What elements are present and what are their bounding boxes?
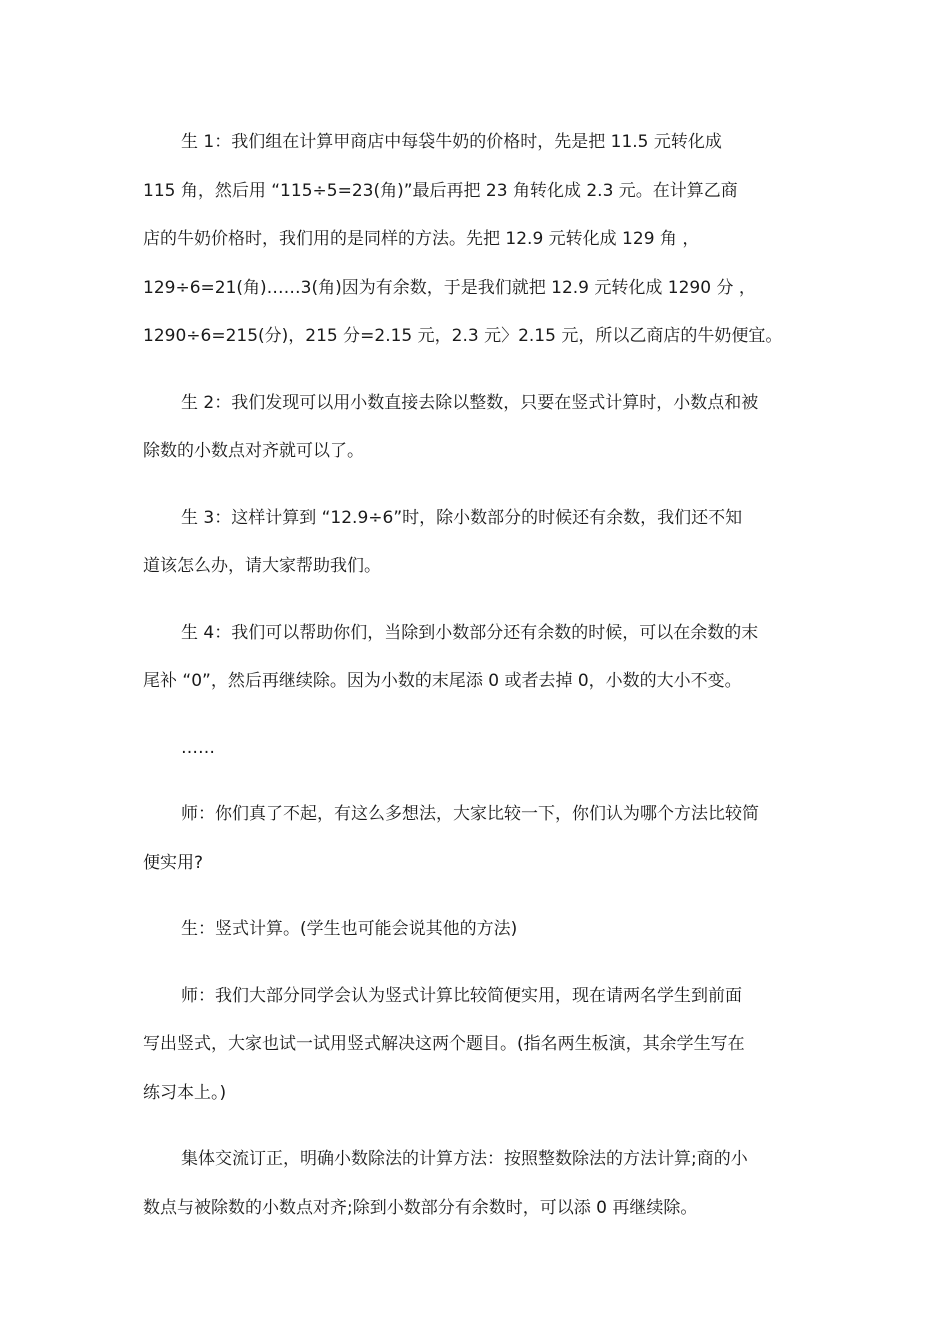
document-body	[143, 118, 823, 1250]
text-line: 道该怎么办，请大家帮助我们。	[143, 556, 381, 576]
paragraph-summary	[143, 1135, 823, 1232]
paragraph-teacher-1	[143, 790, 823, 887]
text-line: 便实用?	[143, 852, 204, 873]
paragraph-ellipsis	[143, 724, 823, 773]
text-line: 生：竖式计算。(学生也可能会说其他的方法)	[181, 919, 518, 939]
text-line: 129÷6=21(角)……3(角)因为有余数，于是我们就把 12.9 元转化成 1290 分 ，	[143, 277, 756, 298]
text-line: ……	[181, 737, 215, 758]
text-line: 数点与被除数的小数点对齐;除到小数部分有余数时，可以添 0 再继续除。	[143, 1197, 698, 1218]
paragraph-student-3	[143, 494, 823, 591]
text-line: 师：我们大部分同学会认为竖式计算比较简便实用，现在请两名学生到前面	[181, 985, 742, 1006]
text-line: 练习本上。)	[143, 1082, 227, 1103]
text-line: 集体交流订正，明确小数除法的计算方法：按照整数除法的方法计算;商的小	[181, 1149, 748, 1169]
text-line: 1290÷6=215(分)，215 分=2.15 元，2.3 元〉2.15 元，所以乙商店的牛奶便宜。	[143, 326, 783, 346]
paragraph-student-answer	[143, 905, 823, 954]
paragraph-teacher-2	[143, 972, 823, 1118]
paragraph-student-2	[143, 379, 823, 476]
text-line: 生 3：这样计算到 “12.9÷6”时，除小数部分的时候还有余数，我们还不知	[181, 507, 743, 528]
text-line: 生 4：我们可以帮助你们，当除到小数部分还有余数的时候，可以在余数的末	[181, 622, 759, 643]
paragraph-student-4	[143, 609, 823, 706]
text-line: 115 角，然后用 “115÷5=23(角)”最后再把 23 角转化成 2.3 元。在计算乙商	[143, 180, 738, 201]
text-line: 写出竖式，大家也试一试用竖式解决这两个题目。(指名两生板演，其余学生写在	[143, 1034, 745, 1054]
text-line: 尾补 “0”，然后再继续除。因为小数的末尾添 0 或者去掉 0，小数的大小不变。	[143, 671, 742, 691]
text-line: 店的牛奶价格时，我们用的是同样的方法。先把 12.9 元转化成 129 角 ，	[143, 229, 700, 249]
paragraph-student-1	[143, 118, 823, 361]
text-line: 除数的小数点对齐就可以了。	[143, 441, 364, 461]
text-line: 师：你们真了不起，有这么多想法，大家比较一下，你们认为哪个方法比较简	[181, 804, 759, 824]
text-line: 生 2：我们发现可以用小数直接去除以整数，只要在竖式计算时，小数点和被	[181, 392, 759, 413]
text-line: 生 1：我们组在计算甲商店中每袋牛奶的价格时，先是把 11.5 元转化成	[181, 132, 722, 152]
